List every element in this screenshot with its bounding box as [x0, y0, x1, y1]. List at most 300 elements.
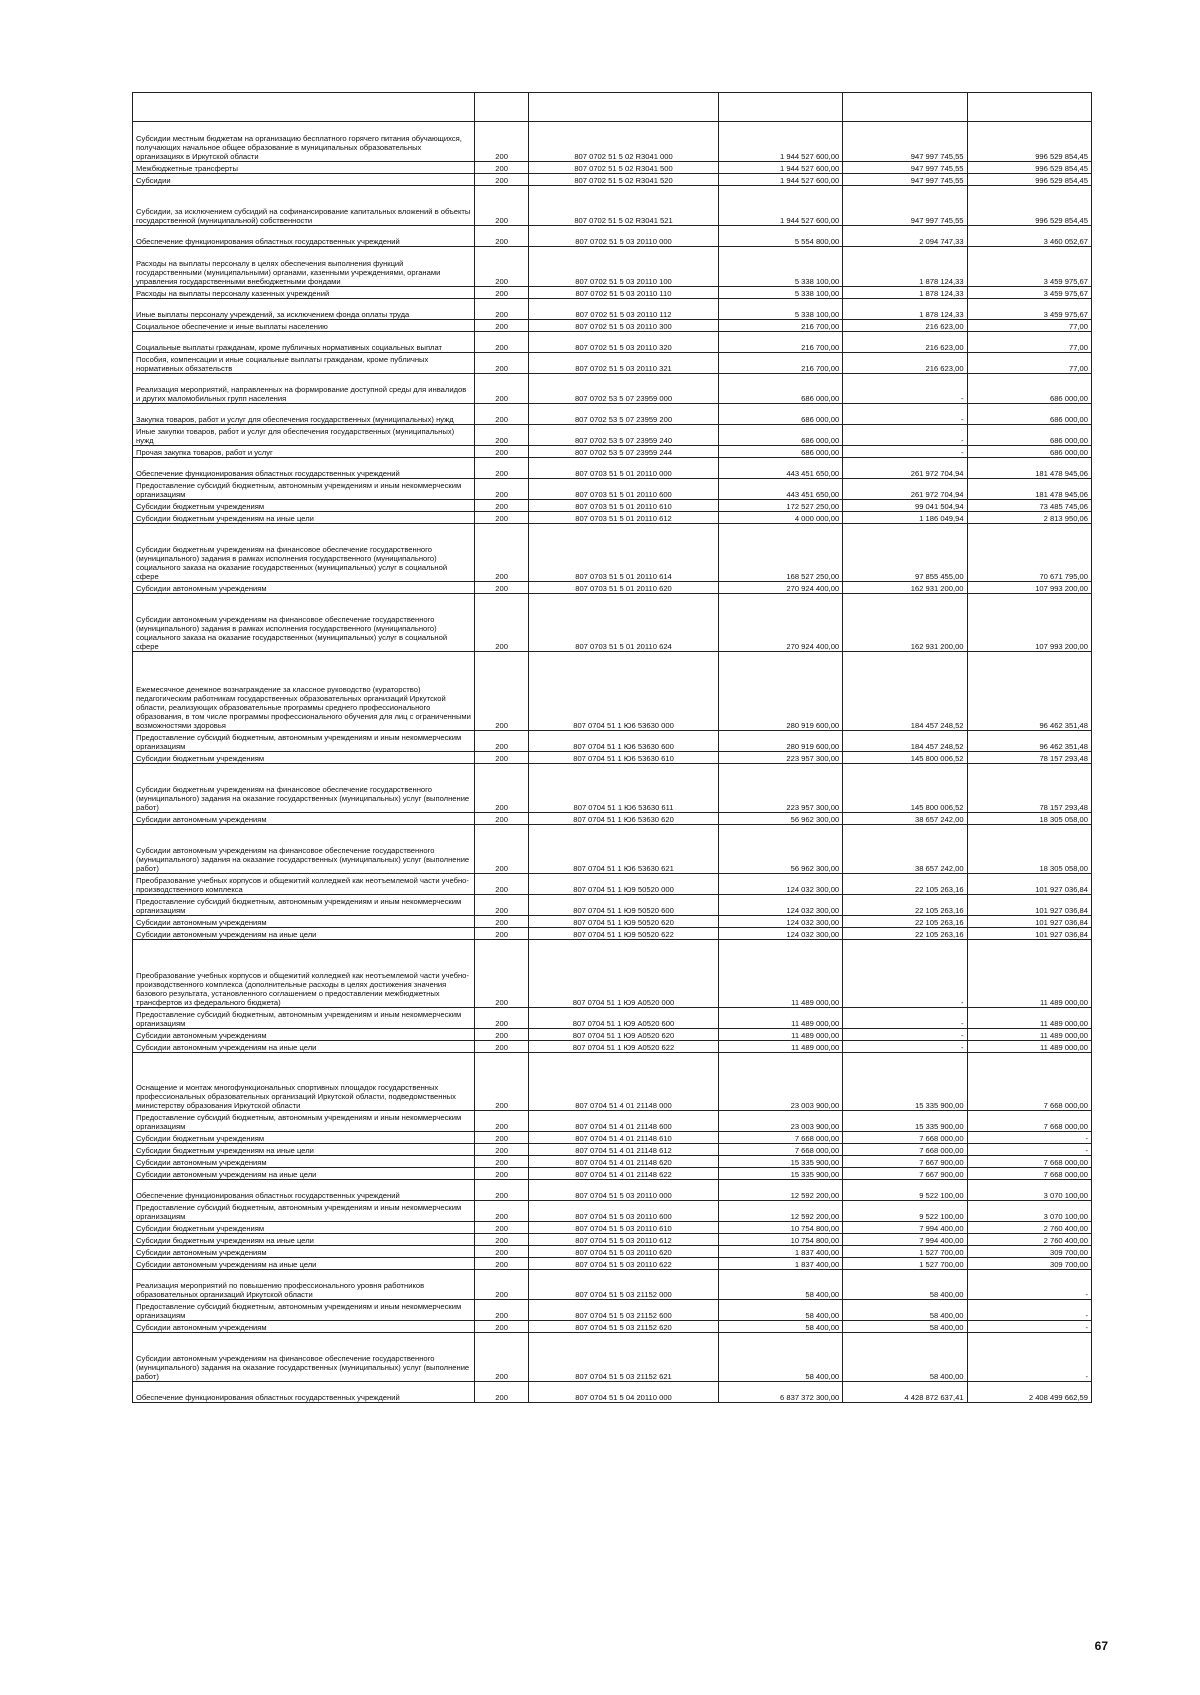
table-row	[133, 825, 1092, 874]
row-kbk-cell: 807 0702 51 5 02 R3041 521	[529, 186, 719, 226]
row-name-cell: Межбюджетные трансферты	[133, 162, 475, 174]
row-unexecuted-cell: 18 305 058,00	[967, 813, 1091, 825]
row-name-cell: Прочая закупка товаров, работ и услуг	[133, 446, 475, 458]
row-name-cell: Субсидии бюджетным учреждениям на иные цели	[133, 512, 475, 524]
row-code-cell: 200	[475, 162, 529, 174]
table-row	[133, 1029, 1092, 1041]
row-kbk-cell: 807 0704 51 1 Ю6 53630 620	[529, 813, 719, 825]
row-name-cell: Субсидии бюджетным учреждениям на финансовое обеспечение государственного (муниципального) задания в рамках исполнения государственного (муниципального) социального заказа на оказание государственных (муниципальных) услуг в социальной сфере	[133, 524, 475, 582]
row-unexecuted-cell: -	[967, 1333, 1091, 1382]
row-name-cell: Социальные выплаты гражданам, кроме публичных нормативных социальных выплат	[133, 332, 475, 353]
table-row	[133, 1132, 1092, 1144]
table-row	[133, 174, 1092, 186]
row-name-cell: Субсидии автономным учреждениям	[133, 916, 475, 928]
row-executed-cell: 1 527 700,00	[843, 1246, 967, 1258]
row-executed-cell: 22 105 263,16	[843, 874, 967, 895]
row-kbk-cell: 807 0704 51 1 Ю9 50520 622	[529, 928, 719, 940]
row-unexecuted-cell: 309 700,00	[967, 1258, 1091, 1270]
row-kbk-cell: 807 0704 51 1 Ю9 50520 000	[529, 874, 719, 895]
row-executed-cell	[843, 93, 967, 122]
row-unexecuted-cell: 686 000,00	[967, 404, 1091, 425]
row-kbk-cell: 807 0704 51 5 03 21152 600	[529, 1300, 719, 1321]
table-row	[133, 446, 1092, 458]
row-unexecuted-cell: 101 927 036,84	[967, 928, 1091, 940]
report-sheet	[132, 92, 1092, 1403]
row-planned-cell: 7 668 000,00	[718, 1144, 842, 1156]
row-code-cell: 200	[475, 1382, 529, 1403]
table-row	[133, 1144, 1092, 1156]
row-unexecuted-cell: 11 489 000,00	[967, 1029, 1091, 1041]
row-unexecuted-cell: 996 529 854,45	[967, 162, 1091, 174]
row-name-cell: Обеспечение функционирования областных государственных учреждений	[133, 226, 475, 247]
row-kbk-cell: 807 0704 51 4 01 21148 620	[529, 1156, 719, 1168]
row-executed-cell: -	[843, 404, 967, 425]
table-row	[133, 764, 1092, 813]
row-kbk-cell: 807 0702 53 5 07 23959 240	[529, 425, 719, 446]
row-name-cell: Обеспечение функционирования областных государственных учреждений	[133, 1180, 475, 1201]
row-planned-cell: 58 400,00	[718, 1270, 842, 1300]
row-code-cell: 200	[475, 320, 529, 332]
row-unexecuted-cell: 3 070 100,00	[967, 1180, 1091, 1201]
row-executed-cell: 162 931 200,00	[843, 594, 967, 652]
table-row	[133, 813, 1092, 825]
row-unexecuted-cell: 73 485 745,06	[967, 500, 1091, 512]
row-name-cell: Субсидии бюджетным учреждениям на иные цели	[133, 1234, 475, 1246]
row-executed-cell: 216 623,00	[843, 332, 967, 353]
row-executed-cell: 7 994 400,00	[843, 1222, 967, 1234]
row-code-cell: 200	[475, 287, 529, 299]
row-planned-cell: 216 700,00	[718, 353, 842, 374]
row-code-cell: 200	[475, 353, 529, 374]
row-unexecuted-cell: 686 000,00	[967, 425, 1091, 446]
row-unexecuted-cell: 996 529 854,45	[967, 122, 1091, 162]
row-code-cell: 200	[475, 174, 529, 186]
row-planned-cell: 223 957 300,00	[718, 752, 842, 764]
row-executed-cell: 184 457 248,52	[843, 731, 967, 752]
row-executed-cell: 38 657 242,00	[843, 813, 967, 825]
table-row	[133, 374, 1092, 404]
row-kbk-cell: 807 0704 51 4 01 21148 622	[529, 1168, 719, 1180]
row-code-cell: 200	[475, 1053, 529, 1111]
row-code-cell: 200	[475, 1029, 529, 1041]
table-row	[133, 1246, 1092, 1258]
row-kbk-cell: 807 0704 51 1 Ю9 50520 600	[529, 895, 719, 916]
row-name-cell: Обеспечение функционирования областных государственных учреждений	[133, 458, 475, 479]
row-planned-cell: 686 000,00	[718, 425, 842, 446]
row-unexecuted-cell: 3 460 052,67	[967, 226, 1091, 247]
row-executed-cell: 1 878 124,33	[843, 299, 967, 320]
row-kbk-cell: 807 0704 51 1 Ю9 А0520 622	[529, 1041, 719, 1053]
row-planned-cell: 58 400,00	[718, 1321, 842, 1333]
table-row	[133, 512, 1092, 524]
row-unexecuted-cell: 78 157 293,48	[967, 764, 1091, 813]
row-unexecuted-cell: 77,00	[967, 332, 1091, 353]
row-kbk-cell: 807 0704 51 1 Ю9 А0520 000	[529, 940, 719, 1008]
row-planned-cell: 58 400,00	[718, 1300, 842, 1321]
row-unexecuted-cell: 181 478 945,06	[967, 458, 1091, 479]
row-name-cell: Предоставление субсидий бюджетным, автономным учреждениям и иным некоммерческим организациям	[133, 895, 475, 916]
row-name-cell: Расходы на выплаты персоналу в целях обеспечения выполнения функций государственными (муниципальными) органами, казенными учреждениями, органами управления государственными внебюджетными фондами	[133, 247, 475, 287]
row-name-cell: Субсидии бюджетным учреждениям на иные цели	[133, 1144, 475, 1156]
row-kbk-cell: 807 0704 51 5 03 20110 000	[529, 1180, 719, 1201]
row-name-cell: Субсидии местным бюджетам на организацию бесплатного горячего питания обучающихся, получающих начальное общее образование в муниципальных образовательных организациях в Иркутской области	[133, 122, 475, 162]
row-kbk-cell: 807 0702 51 5 03 20110 000	[529, 226, 719, 247]
row-executed-cell: -	[843, 1041, 967, 1053]
row-kbk-cell: 807 0702 51 5 02 R3041 520	[529, 174, 719, 186]
row-kbk-cell: 807 0703 51 5 01 20110 000	[529, 458, 719, 479]
table-row	[133, 524, 1092, 582]
row-name-cell: Закупка товаров, работ и услуг для обеспечения государственных (муниципальных) нужд	[133, 404, 475, 425]
row-name-cell: Реализация мероприятий, направленных на формирование доступной среды для инвалидов и других маломобильных групп населения	[133, 374, 475, 404]
row-planned-cell: 1 944 527 600,00	[718, 122, 842, 162]
row-code-cell: 200	[475, 928, 529, 940]
row-code-cell: 200	[475, 652, 529, 731]
row-kbk-cell: 807 0704 51 4 01 21148 000	[529, 1053, 719, 1111]
row-kbk-cell: 807 0704 51 5 03 20110 622	[529, 1258, 719, 1270]
row-executed-cell: 947 997 745,55	[843, 162, 967, 174]
row-planned-cell: 124 032 300,00	[718, 916, 842, 928]
row-code-cell: 200	[475, 374, 529, 404]
row-code-cell: 200	[475, 1333, 529, 1382]
row-code-cell: 200	[475, 1321, 529, 1333]
table-row	[133, 320, 1092, 332]
row-unexecuted-cell: -	[967, 1144, 1091, 1156]
table-row	[133, 1222, 1092, 1234]
row-planned-cell: 5 338 100,00	[718, 247, 842, 287]
table-row	[133, 287, 1092, 299]
row-planned-cell: 23 003 900,00	[718, 1111, 842, 1132]
row-unexecuted-cell: 686 000,00	[967, 374, 1091, 404]
row-unexecuted-cell: 996 529 854,45	[967, 186, 1091, 226]
table-row	[133, 226, 1092, 247]
row-name-cell: Субсидии автономным учреждениям на иные цели	[133, 1168, 475, 1180]
table-row	[133, 582, 1092, 594]
row-executed-cell: 145 800 006,52	[843, 752, 967, 764]
row-planned-cell: 124 032 300,00	[718, 928, 842, 940]
row-name-cell: Субсидии бюджетным учреждениям	[133, 500, 475, 512]
row-name-cell: Субсидии автономным учреждениям на финансовое обеспечение государственного (муниципального) задания в рамках исполнения государственного (муниципального) социального заказа на оказание государственных (муниципальных) услуг в социальной сфере	[133, 594, 475, 652]
row-code-cell: 200	[475, 122, 529, 162]
row-executed-cell: 7 994 400,00	[843, 1234, 967, 1246]
row-name-cell: Преобразование учебных корпусов и общежитий колледжей как неотъемлемой части учебно-производственного комплекса	[133, 874, 475, 895]
row-planned-cell: 15 335 900,00	[718, 1168, 842, 1180]
row-name-cell: Предоставление субсидий бюджетным, автономным учреждениям и иным некоммерческим организациям	[133, 1111, 475, 1132]
table-row	[133, 500, 1092, 512]
row-executed-cell: 58 400,00	[843, 1333, 967, 1382]
row-code-cell: 200	[475, 512, 529, 524]
row-name-cell: Обеспечение функционирования областных государственных учреждений	[133, 1382, 475, 1403]
row-unexecuted-cell: 309 700,00	[967, 1246, 1091, 1258]
table-row	[133, 940, 1092, 1008]
row-planned-cell: 124 032 300,00	[718, 874, 842, 895]
table-row	[133, 1321, 1092, 1333]
page-number: 67	[1094, 1639, 1108, 1653]
row-kbk-cell: 807 0702 51 5 02 R3041 000	[529, 122, 719, 162]
row-name-cell: Пособия, компенсации и иные социальные выплаты гражданам, кроме публичных нормативных обязательств	[133, 353, 475, 374]
row-executed-cell: 22 105 263,16	[843, 928, 967, 940]
row-unexecuted-cell: 3 459 975,67	[967, 287, 1091, 299]
row-unexecuted-cell: 2 408 499 662,59	[967, 1382, 1091, 1403]
row-kbk-cell: 807 0704 51 1 Ю6 53630 611	[529, 764, 719, 813]
row-kbk-cell: 807 0704 51 1 Ю6 53630 600	[529, 731, 719, 752]
row-planned-cell: 7 668 000,00	[718, 1132, 842, 1144]
row-name-cell: Субсидии автономным учреждениям на иные цели	[133, 928, 475, 940]
table-row	[133, 1053, 1092, 1111]
row-code-cell: 200	[475, 594, 529, 652]
row-unexecuted-cell: 996 529 854,45	[967, 174, 1091, 186]
row-code-cell: 200	[475, 332, 529, 353]
row-name-cell: Субсидии, за исключением субсидий на софинансирование капитальных вложений в объекты государственной (муниципальной) собственности	[133, 186, 475, 226]
row-executed-cell: 7 668 000,00	[843, 1132, 967, 1144]
row-unexecuted-cell: 96 462 351,48	[967, 652, 1091, 731]
row-kbk-cell	[529, 93, 719, 122]
row-unexecuted-cell: 107 993 200,00	[967, 582, 1091, 594]
row-name-cell: Преобразование учебных корпусов и общежитий колледжей как неотъемлемой части учебно-производственного комплекса (дополнительные расходы в целях достижения значения базового результата, установленного соглашением о предоставлении межбюджетных трансфертов из федерального бюджета)	[133, 940, 475, 1008]
row-name-cell: Субсидии бюджетным учреждениям на финансовое обеспечение государственного (муниципального) задания на оказание государственных (муниципальных) услуг (выполнение работ)	[133, 764, 475, 813]
row-unexecuted-cell: 101 927 036,84	[967, 895, 1091, 916]
row-planned-cell	[718, 93, 842, 122]
row-unexecuted-cell: 11 489 000,00	[967, 1008, 1091, 1029]
row-planned-cell: 56 962 300,00	[718, 813, 842, 825]
row-code-cell: 200	[475, 1180, 529, 1201]
row-planned-cell: 11 489 000,00	[718, 1029, 842, 1041]
row-code-cell: 200	[475, 813, 529, 825]
row-kbk-cell: 807 0704 51 1 Ю9 50520 620	[529, 916, 719, 928]
row-name-cell: Предоставление субсидий бюджетным, автономным учреждениям и иным некоммерческим организациям	[133, 1008, 475, 1029]
row-code-cell: 200	[475, 1234, 529, 1246]
row-name-cell: Субсидии автономным учреждениям на финансовое обеспечение государственного (муниципального) задания на оказание государственных (муниципальных) услуг (выполнение работ)	[133, 825, 475, 874]
row-unexecuted-cell: 2 760 400,00	[967, 1222, 1091, 1234]
row-name-cell: Субсидии автономным учреждениям	[133, 1321, 475, 1333]
row-code-cell: 200	[475, 825, 529, 874]
table-row	[133, 1008, 1092, 1029]
row-planned-cell: 1 944 527 600,00	[718, 186, 842, 226]
row-kbk-cell: 807 0702 51 5 03 20110 300	[529, 320, 719, 332]
row-unexecuted-cell: 686 000,00	[967, 446, 1091, 458]
row-kbk-cell: 807 0702 51 5 03 20110 320	[529, 332, 719, 353]
row-planned-cell: 280 919 600,00	[718, 652, 842, 731]
row-name-cell: Предоставление субсидий бюджетным, автономным учреждениям и иным некоммерческим организациям	[133, 1300, 475, 1321]
row-planned-cell: 5 338 100,00	[718, 299, 842, 320]
row-planned-cell: 686 000,00	[718, 374, 842, 404]
row-name-cell: Субсидии	[133, 174, 475, 186]
row-kbk-cell: 807 0704 51 1 Ю9 А0520 620	[529, 1029, 719, 1041]
table-row	[133, 247, 1092, 287]
row-name-cell: Субсидии автономным учреждениям	[133, 1156, 475, 1168]
row-name-cell	[133, 93, 475, 122]
row-name-cell: Субсидии бюджетным учреждениям	[133, 1222, 475, 1234]
row-unexecuted-cell: 181 478 945,06	[967, 479, 1091, 500]
row-planned-cell: 11 489 000,00	[718, 940, 842, 1008]
row-kbk-cell: 807 0703 51 5 01 20110 614	[529, 524, 719, 582]
row-name-cell: Реализация мероприятий по повышению профессионального уровня работников образовательных организаций Иркутской области	[133, 1270, 475, 1300]
table-row	[133, 162, 1092, 174]
row-executed-cell: 1 527 700,00	[843, 1258, 967, 1270]
row-code-cell: 200	[475, 524, 529, 582]
row-code-cell: 200	[475, 1008, 529, 1029]
row-planned-cell: 124 032 300,00	[718, 895, 842, 916]
row-executed-cell: 162 931 200,00	[843, 582, 967, 594]
table-row	[133, 1111, 1092, 1132]
row-unexecuted-cell: 11 489 000,00	[967, 1041, 1091, 1053]
row-unexecuted-cell: 3 070 100,00	[967, 1201, 1091, 1222]
row-code-cell: 200	[475, 446, 529, 458]
row-code-cell: 200	[475, 247, 529, 287]
row-kbk-cell: 807 0704 51 1 Ю6 53630 610	[529, 752, 719, 764]
row-kbk-cell: 807 0703 51 5 01 20110 624	[529, 594, 719, 652]
row-code-cell: 200	[475, 764, 529, 813]
row-executed-cell: 9 522 100,00	[843, 1180, 967, 1201]
row-executed-cell: 947 997 745,55	[843, 122, 967, 162]
row-executed-cell: 947 997 745,55	[843, 174, 967, 186]
row-name-cell: Иные закупки товаров, работ и услуг для обеспечения государственных (муниципальных) нужд	[133, 425, 475, 446]
row-planned-cell: 1 944 527 600,00	[718, 174, 842, 186]
row-planned-cell: 270 924 400,00	[718, 594, 842, 652]
row-kbk-cell: 807 0702 51 5 03 20110 110	[529, 287, 719, 299]
row-executed-cell: 22 105 263,16	[843, 916, 967, 928]
row-planned-cell: 168 527 250,00	[718, 524, 842, 582]
row-executed-cell: 7 667 900,00	[843, 1156, 967, 1168]
row-kbk-cell: 807 0703 51 5 01 20110 620	[529, 582, 719, 594]
row-executed-cell: 1 186 049,94	[843, 512, 967, 524]
row-planned-cell: 216 700,00	[718, 332, 842, 353]
row-name-cell: Субсидии автономным учреждениям	[133, 582, 475, 594]
row-code-cell: 200	[475, 226, 529, 247]
table-row	[133, 186, 1092, 226]
table-row	[133, 1201, 1092, 1222]
row-planned-cell: 1 837 400,00	[718, 1258, 842, 1270]
row-kbk-cell: 807 0702 51 5 02 R3041 500	[529, 162, 719, 174]
row-planned-cell: 11 489 000,00	[718, 1008, 842, 1029]
table-row	[133, 594, 1092, 652]
row-code-cell: 200	[475, 1222, 529, 1234]
row-kbk-cell: 807 0704 51 5 04 20110 000	[529, 1382, 719, 1403]
row-unexecuted-cell: 18 305 058,00	[967, 825, 1091, 874]
row-planned-cell: 23 003 900,00	[718, 1053, 842, 1111]
row-executed-cell: 145 800 006,52	[843, 764, 967, 813]
row-executed-cell: 22 105 263,16	[843, 895, 967, 916]
row-planned-cell: 12 592 200,00	[718, 1201, 842, 1222]
row-planned-cell: 1 837 400,00	[718, 1246, 842, 1258]
row-executed-cell: 15 335 900,00	[843, 1053, 967, 1111]
row-unexecuted-cell: -	[967, 1321, 1091, 1333]
row-code-cell: 200	[475, 1258, 529, 1270]
row-name-cell: Оснащение и монтаж многофункциональных спортивных площадок государственных профессиональных образовательных организаций Иркутской области, подведомственных министерству образования Иркутской области	[133, 1053, 475, 1111]
row-code-cell: 200	[475, 1201, 529, 1222]
row-kbk-cell: 807 0702 51 5 03 20110 100	[529, 247, 719, 287]
row-unexecuted-cell	[967, 93, 1091, 122]
row-planned-cell: 56 962 300,00	[718, 825, 842, 874]
row-executed-cell: 216 623,00	[843, 353, 967, 374]
table-row	[133, 1168, 1092, 1180]
row-code-cell: 200	[475, 458, 529, 479]
row-code-cell: 200	[475, 500, 529, 512]
table-row	[133, 122, 1092, 162]
row-unexecuted-cell: 107 993 200,00	[967, 594, 1091, 652]
row-unexecuted-cell: 78 157 293,48	[967, 752, 1091, 764]
row-code-cell: 200	[475, 1156, 529, 1168]
table-row	[133, 1156, 1092, 1168]
row-planned-cell: 216 700,00	[718, 320, 842, 332]
row-unexecuted-cell: 77,00	[967, 353, 1091, 374]
row-unexecuted-cell: 2 813 950,06	[967, 512, 1091, 524]
table-row	[133, 353, 1092, 374]
row-planned-cell: 280 919 600,00	[718, 731, 842, 752]
row-kbk-cell: 807 0702 51 5 03 20110 321	[529, 353, 719, 374]
row-executed-cell: 7 667 900,00	[843, 1168, 967, 1180]
row-unexecuted-cell: 3 459 975,67	[967, 247, 1091, 287]
row-name-cell: Субсидии бюджетным учреждениям	[133, 1132, 475, 1144]
row-unexecuted-cell: 2 760 400,00	[967, 1234, 1091, 1246]
row-planned-cell: 6 837 372 300,00	[718, 1382, 842, 1403]
row-code-cell: 200	[475, 582, 529, 594]
row-planned-cell: 1 944 527 600,00	[718, 162, 842, 174]
row-executed-cell: 58 400,00	[843, 1300, 967, 1321]
row-code-cell: 200	[475, 752, 529, 764]
row-unexecuted-cell: 3 459 975,67	[967, 299, 1091, 320]
row-planned-cell: 15 335 900,00	[718, 1156, 842, 1168]
row-kbk-cell: 807 0704 51 4 01 21148 610	[529, 1132, 719, 1144]
row-kbk-cell: 807 0702 51 5 03 20110 112	[529, 299, 719, 320]
row-unexecuted-cell: -	[967, 1270, 1091, 1300]
row-unexecuted-cell: 101 927 036,84	[967, 874, 1091, 895]
row-name-cell: Субсидии автономным учреждениям	[133, 1246, 475, 1258]
row-code-cell: 200	[475, 1246, 529, 1258]
row-kbk-cell: 807 0704 51 5 03 21152 620	[529, 1321, 719, 1333]
table-row	[133, 1270, 1092, 1300]
table-body	[133, 93, 1092, 1403]
row-executed-cell: 184 457 248,52	[843, 652, 967, 731]
row-kbk-cell: 807 0704 51 5 03 20110 612	[529, 1234, 719, 1246]
row-unexecuted-cell: 7 668 000,00	[967, 1111, 1091, 1132]
row-kbk-cell: 807 0704 51 1 Ю6 53630 000	[529, 652, 719, 731]
row-kbk-cell: 807 0702 53 5 07 23959 244	[529, 446, 719, 458]
row-planned-cell: 270 924 400,00	[718, 582, 842, 594]
table-row	[133, 1258, 1092, 1270]
table-row	[133, 299, 1092, 320]
row-code-cell: 200	[475, 425, 529, 446]
row-planned-cell: 686 000,00	[718, 404, 842, 425]
row-planned-cell: 12 592 200,00	[718, 1180, 842, 1201]
row-executed-cell: 38 657 242,00	[843, 825, 967, 874]
table-row	[133, 479, 1092, 500]
row-kbk-cell: 807 0704 51 5 03 21152 621	[529, 1333, 719, 1382]
table-row	[133, 752, 1092, 764]
row-kbk-cell: 807 0704 51 5 03 20110 600	[529, 1201, 719, 1222]
row-name-cell: Субсидии автономным учреждениям на иные цели	[133, 1041, 475, 1053]
row-code-cell: 200	[475, 731, 529, 752]
row-executed-cell: 216 623,00	[843, 320, 967, 332]
row-unexecuted-cell: 7 668 000,00	[967, 1156, 1091, 1168]
table-row	[133, 1382, 1092, 1403]
row-planned-cell: 5 554 800,00	[718, 226, 842, 247]
row-executed-cell: 99 041 504,94	[843, 500, 967, 512]
row-kbk-cell: 807 0703 51 5 01 20110 610	[529, 500, 719, 512]
row-code-cell: 200	[475, 1041, 529, 1053]
table-row	[133, 1300, 1092, 1321]
row-kbk-cell: 807 0704 51 1 Ю9 А0520 600	[529, 1008, 719, 1029]
row-executed-cell: 947 997 745,55	[843, 186, 967, 226]
row-kbk-cell: 807 0703 51 5 01 20110 600	[529, 479, 719, 500]
row-executed-cell: 97 855 455,00	[843, 524, 967, 582]
table-row	[133, 332, 1092, 353]
table-row	[133, 895, 1092, 916]
row-planned-cell: 686 000,00	[718, 446, 842, 458]
row-kbk-cell: 807 0704 51 5 03 20110 620	[529, 1246, 719, 1258]
row-name-cell: Социальное обеспечение и иные выплаты населению	[133, 320, 475, 332]
row-executed-cell: 1 878 124,33	[843, 287, 967, 299]
row-executed-cell: 58 400,00	[843, 1270, 967, 1300]
